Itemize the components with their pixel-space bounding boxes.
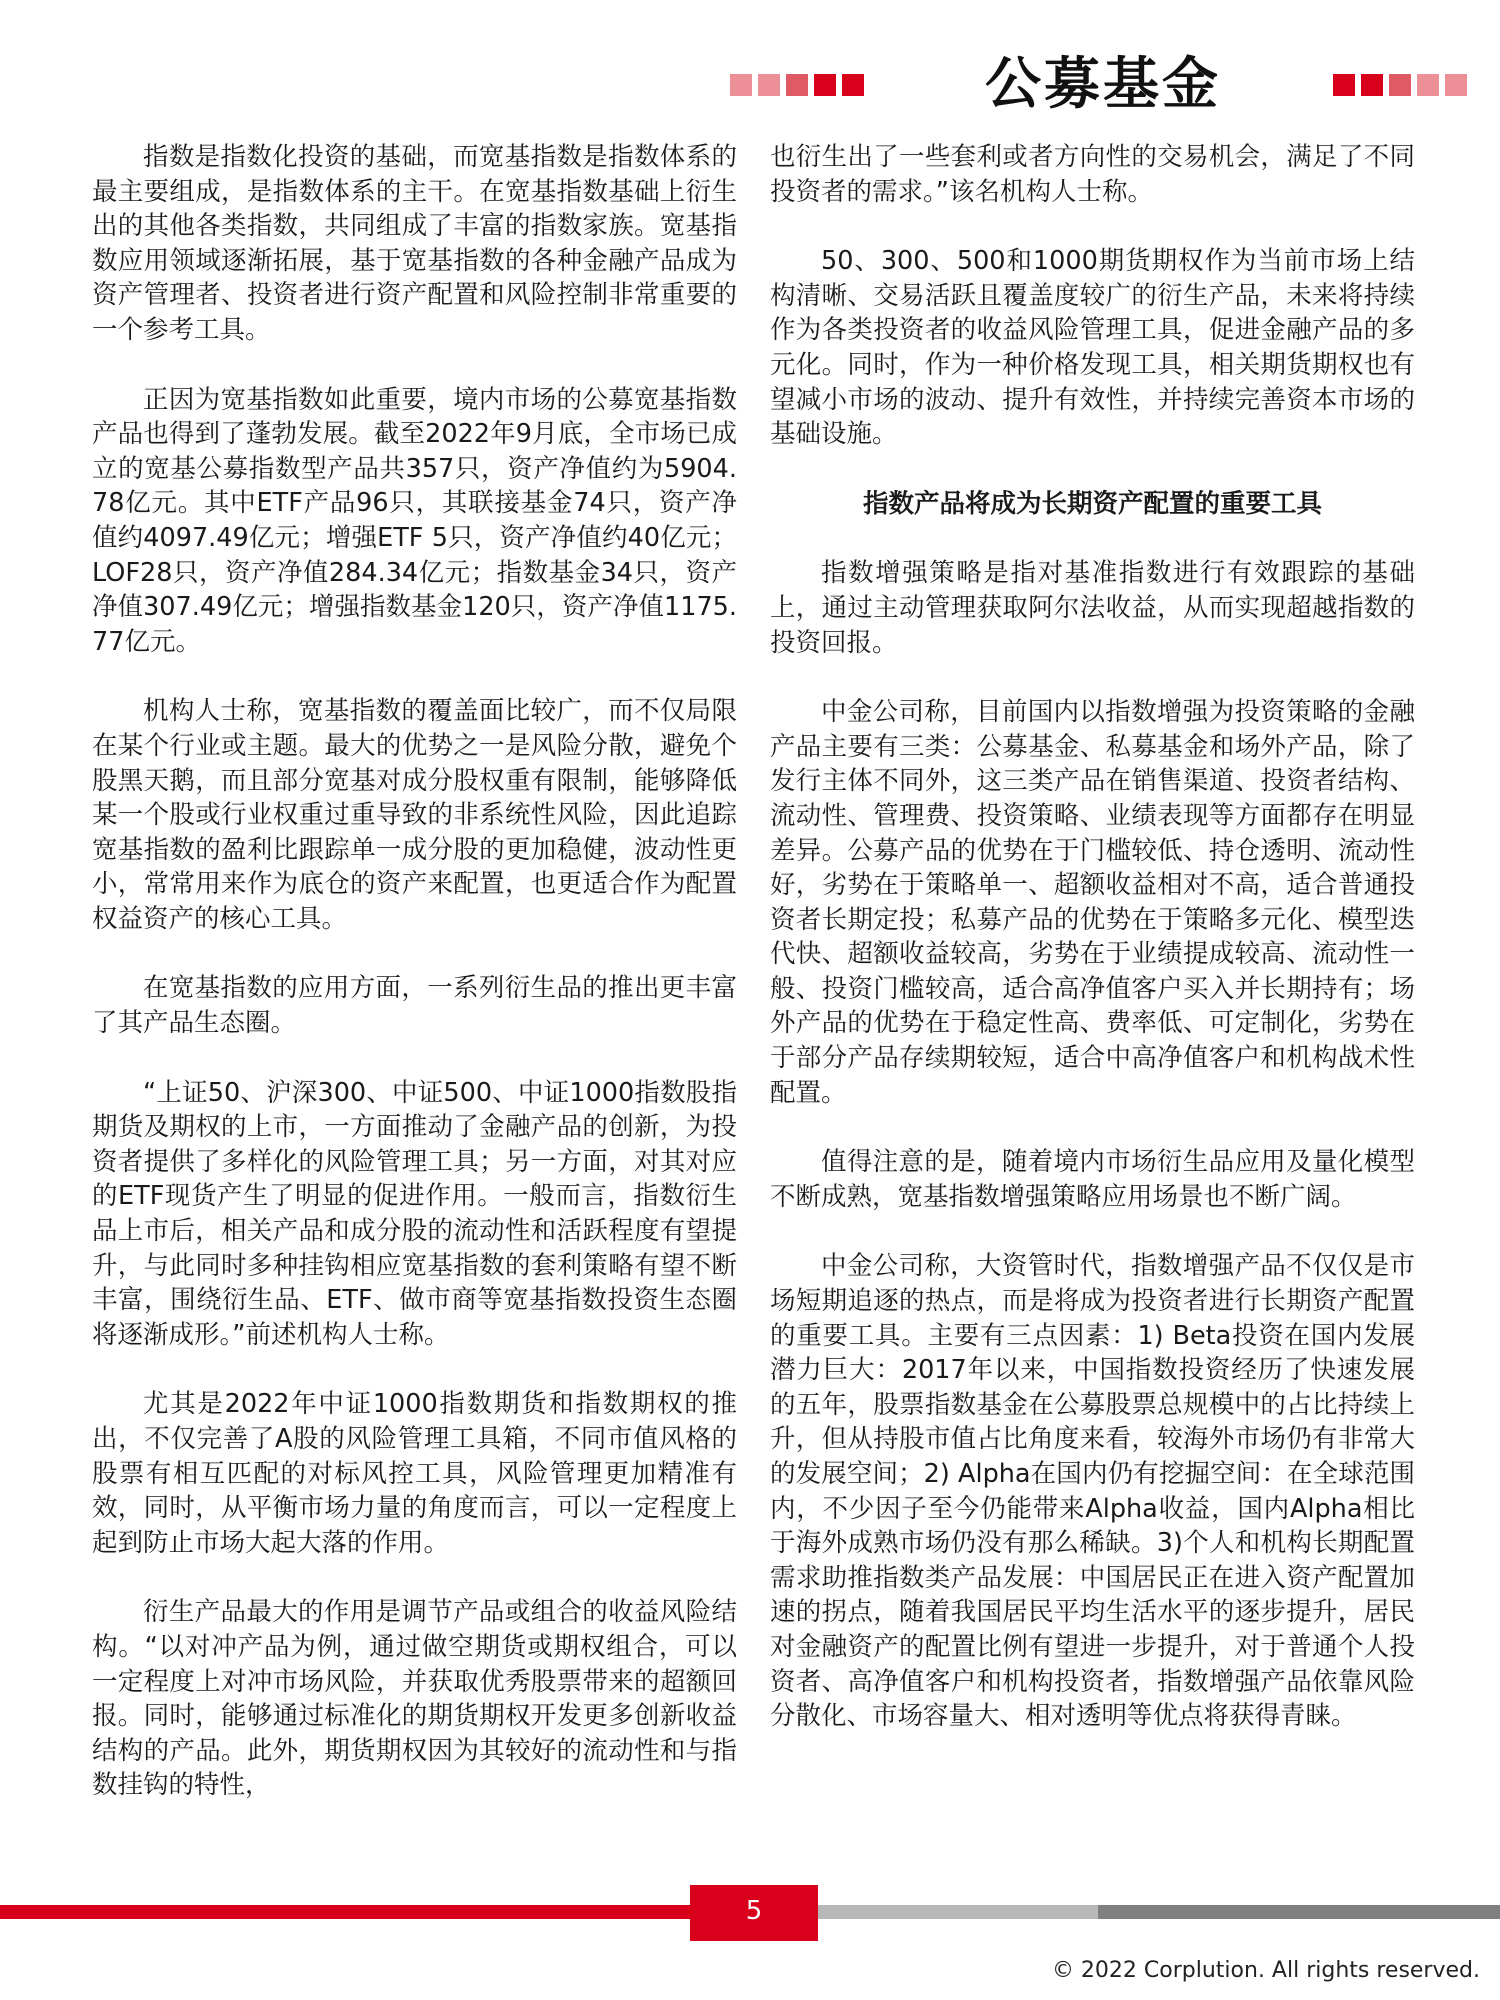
- paragraph: 中金公司称，大资管时代，指数增强产品不仅仅是市场短期追逐的热点，而是将成为投资者进行长期资产配置的重要工具。主要有三点因素：1) Beta投资在国内发展潜力巨大：2017年以来，中国指数投资经历了快速发展的五年，股票指数基金在公募股票总规模中的占比持续上升，但从持股市值占比角度来看，较海外市场仍有非常大的发展空间；2) Alpha在国内仍有挖掘空间：在全球范围内，不少因子至今仍能带来Alpha收益，国内Alpha相比于海外成熟市场仍没有那么稀缺。3)个人和机构长期配置需求助推指数类产品发展：中国居民正在进入资产配置加速的拐点，随着我国居民平均生活水平的逐步提升，居民对金融资产的配置比例有望进一步提升，对于普通个人投资者、高净值客户和机构投资者，指数增强产品依靠风险分散化、市场容量大、相对透明等优点将获得青睐。: [770, 1251, 1415, 1732]
- page-number: 5: [690, 1885, 818, 1941]
- copyright-notice: © 2022 Corplution. All rights reserved.: [1051, 1958, 1480, 1983]
- continued-paragraph: 也衍生出了一些套利或者方向性的交易机会，满足了不同投资者的需求。”该名机构人士称。: [770, 142, 1415, 207]
- left-column: [92, 140, 737, 1838]
- header-decoration-right: [1333, 74, 1467, 96]
- footer-bar-gray-light: [818, 1905, 1098, 1919]
- paragraph: 尤其是2022年中证1000指数期货和指数期权的推出，不仅完善了A股的风险管理工具箱，不同市值风格的股票有相互匹配的对标风控工具，风险管理更加精准有效，同时，从平衡市场力量的角度而言，可以一定程度上起到防止市场大起大落的作用。: [92, 1389, 737, 1558]
- decor-square: [1333, 74, 1355, 96]
- decor-square: [786, 74, 808, 96]
- right-column: [770, 140, 1415, 1769]
- section-heading: 指数产品将成为长期资产配置的重要工具: [862, 488, 1322, 519]
- paragraph: 值得注意的是，随着境内市场衍生品应用及量化模型不断成熟，宽基指数增强策略应用场景也不断广阔。: [770, 1147, 1415, 1212]
- decor-square: [842, 74, 864, 96]
- footer-bar-red: [0, 1905, 690, 1919]
- paragraph: 指数是指数化投资的基础，而宽基指数是指数体系的最主要组成，是指数体系的主干。在宽基指数基础上衍生出的其他各类指数，共同组成了丰富的指数家族。宽基指数应用领域逐渐拓展，基于宽基指数的各种金融产品成为资产管理者、投资者进行资产配置和风险控制非常重要的一个参考工具。: [92, 142, 737, 345]
- decor-square: [758, 74, 780, 96]
- paragraph: 机构人士称，宽基指数的覆盖面比较广，而不仅局限在某个行业或主题。最大的优势之一是风险分散，避免个股黑天鹅，而且部分宽基对成分股权重有限制，能够降低某一个股或行业权重过重导致的非系统性风险，因此追踪宽基指数的盈利比跟踪单一成分股的更加稳健，波动性更小，常常用来作为底仓的资产来配置，也更适合作为配置权益资产的核心工具。: [92, 696, 737, 934]
- decor-square: [1361, 74, 1383, 96]
- decor-square: [1417, 74, 1439, 96]
- paragraph: 50、300、500和1000期货期权作为当前市场上结构清晰、交易活跃且覆盖度较广的衍生产品，未来将持续作为各类投资者的收益风险管理工具，促进金融产品的多元化。同时，作为一种价格发现工具，相关期货期权也有望减小市场的波动、提升有效性，并持续完善资本市场的基础设施。: [770, 246, 1415, 450]
- decor-square: [814, 74, 836, 96]
- decor-square: [730, 74, 752, 96]
- header-decoration-left: [730, 74, 864, 96]
- paragraph: 衍生产品最大的作用是调节产品或组合的收益风险结构。“以对冲产品为例，通过做空期货或期权组合，可以一定程度上对冲市场风险，并获取优秀股票带来的超额回报。同时，能够通过标准化的期货期权开发更多创新收益结构的产品。此外，期货期权因为其较好的流动性和与指数挂钩的特性，: [92, 1597, 737, 1801]
- paragraph: 正因为宽基指数如此重要，境内市场的公募宽基指数产品也得到了蓬勃发展。截至2022年9月底，全市场已成立的宽基公募指数型产品共357只，资产净值约为5904.78亿元。其中ETF产品96只，其联接基金74只，资产净值约4097.49亿元；增强ETF 5只，资产净值约40亿元；LOF28只，资产净值284.34亿元；指数基金34只，资产净值307.49亿元；增强指数基金120只，资产净值1175.77亿元。: [92, 384, 737, 657]
- paragraph: 中金公司称，目前国内以指数增强为投资策略的金融产品主要有三类：公募基金、私募基金和场外产品，除了发行主体不同外，这三类产品在销售渠道、投资者结构、流动性、管理费、投资策略、业绩表现等方面都存在明显差异。公募产品的优势在于门槛较低、持仓透明、流动性好，劣势在于策略单一、超额收益相对不高，适合普通投资者长期定投；私募产品的优势在于策略多元化、模型迭代快、超额收益较高，劣势在于业绩提成较高、流动性一般、投资门槛较高，适合高净值客户买入并长期持有；场外产品的优势在于稳定性高、费率低、可定制化，劣势在于部分产品存续期较短，适合中高净值客户和机构战术性配置。: [770, 697, 1415, 1108]
- paragraph: 指数增强策略是指对基准指数进行有效跟踪的基础上，通过主动管理获取阿尔法收益，从而实现超越指数的投资回报。: [770, 558, 1415, 658]
- decor-square: [1445, 74, 1467, 96]
- quote-paragraph: “上证50、沪深300、中证500、中证1000指数股指期货及期权的上市，一方面推动了金融产品的创新，为投资者提供了多样化的风险管理工具；另一方面，对其对应的ETF现货产生了明显的促进作用。一般而言，指数衍生品上市后，相关产品和成分股的流动性和活跃程度有望提升，与此同时多种挂钩相应宽基指数的套利策略有望不断丰富，围绕衍生品、ETF、做市商等宽基指数投资生态圈将逐渐成形。”前述机构人士称。: [92, 1077, 737, 1350]
- paragraph: 在宽基指数的应用方面，一系列衍生品的推出更丰富了其产品生态圈。: [92, 973, 737, 1039]
- footer-bar-gray-dark: [1098, 1905, 1500, 1919]
- section-title: 公募基金: [985, 52, 1221, 117]
- decor-square: [1389, 74, 1411, 96]
